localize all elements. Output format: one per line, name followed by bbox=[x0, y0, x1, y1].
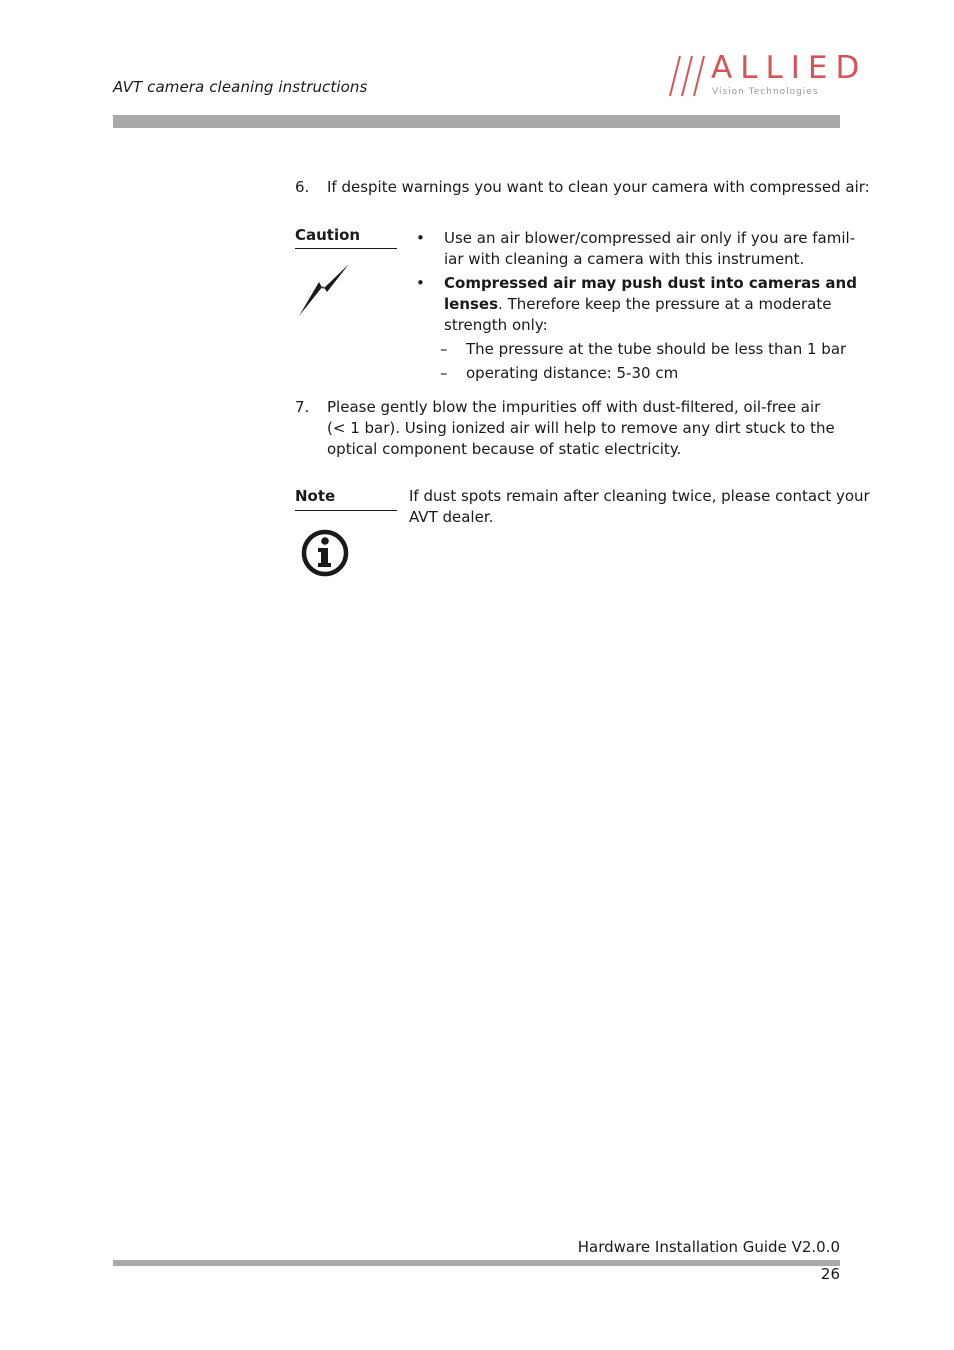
note-rule bbox=[295, 510, 397, 511]
allied-logo bbox=[668, 50, 868, 102]
footer-guide-title: Hardware Installation Guide V2.0.0 bbox=[577, 1238, 840, 1256]
step-number: 7. bbox=[295, 398, 310, 416]
bullet: • bbox=[416, 274, 425, 292]
dash: – bbox=[440, 364, 448, 382]
footer-rule bbox=[113, 1260, 840, 1266]
step-text: If despite warnings you want to clean your camera with compressed air: bbox=[327, 178, 870, 196]
logo-word: ALLIED bbox=[711, 50, 868, 86]
note-line: If dust spots remain after cleaning twice, please contact your bbox=[409, 487, 870, 505]
sub-item: operating distance: 5-30 cm bbox=[466, 364, 679, 382]
page-number: 26 bbox=[820, 1265, 840, 1283]
step-line: optical component because of static electricity. bbox=[327, 440, 682, 458]
caution-bullet-1 bbox=[444, 228, 855, 270]
header-title: AVT camera cleaning instructions bbox=[113, 78, 368, 96]
bold-text: Compressed air may push dust into cameras and bbox=[444, 274, 857, 292]
logo-subtitle: Vision Technologies bbox=[712, 87, 819, 97]
bullet-line: iar with cleaning a camera with this instrument. bbox=[444, 250, 805, 268]
caution-label: Caution bbox=[295, 226, 361, 244]
note-label: Note bbox=[295, 487, 336, 505]
step-line: (< 1 bar). Using ionized air will help to remove any dirt stuck to the bbox=[327, 419, 835, 437]
bullet: • bbox=[416, 229, 425, 247]
logo-slashes-icon bbox=[668, 54, 712, 98]
note-line: AVT dealer. bbox=[409, 508, 494, 526]
caution-rule bbox=[295, 248, 397, 249]
step-line: Please gently blow the impurities off with dust-filtered, oil-free air bbox=[327, 398, 821, 416]
step-text bbox=[327, 397, 835, 460]
bullet-text: . Therefore keep the pressure at a moderate bbox=[498, 295, 832, 313]
lightning-icon bbox=[297, 262, 351, 318]
note-text bbox=[409, 486, 870, 528]
bullet-line: strength only: bbox=[444, 316, 548, 334]
info-icon bbox=[300, 528, 350, 578]
bold-text: lenses bbox=[444, 295, 499, 313]
bullet-line: Use an air blower/compressed air only if you are famil- bbox=[444, 229, 856, 247]
sub-item: The pressure at the tube should be less than 1 bar bbox=[466, 340, 847, 358]
dash: – bbox=[440, 340, 448, 358]
caution-bullet-2 bbox=[444, 273, 857, 336]
header-rule bbox=[113, 115, 840, 128]
step-number: 6. bbox=[295, 178, 310, 196]
